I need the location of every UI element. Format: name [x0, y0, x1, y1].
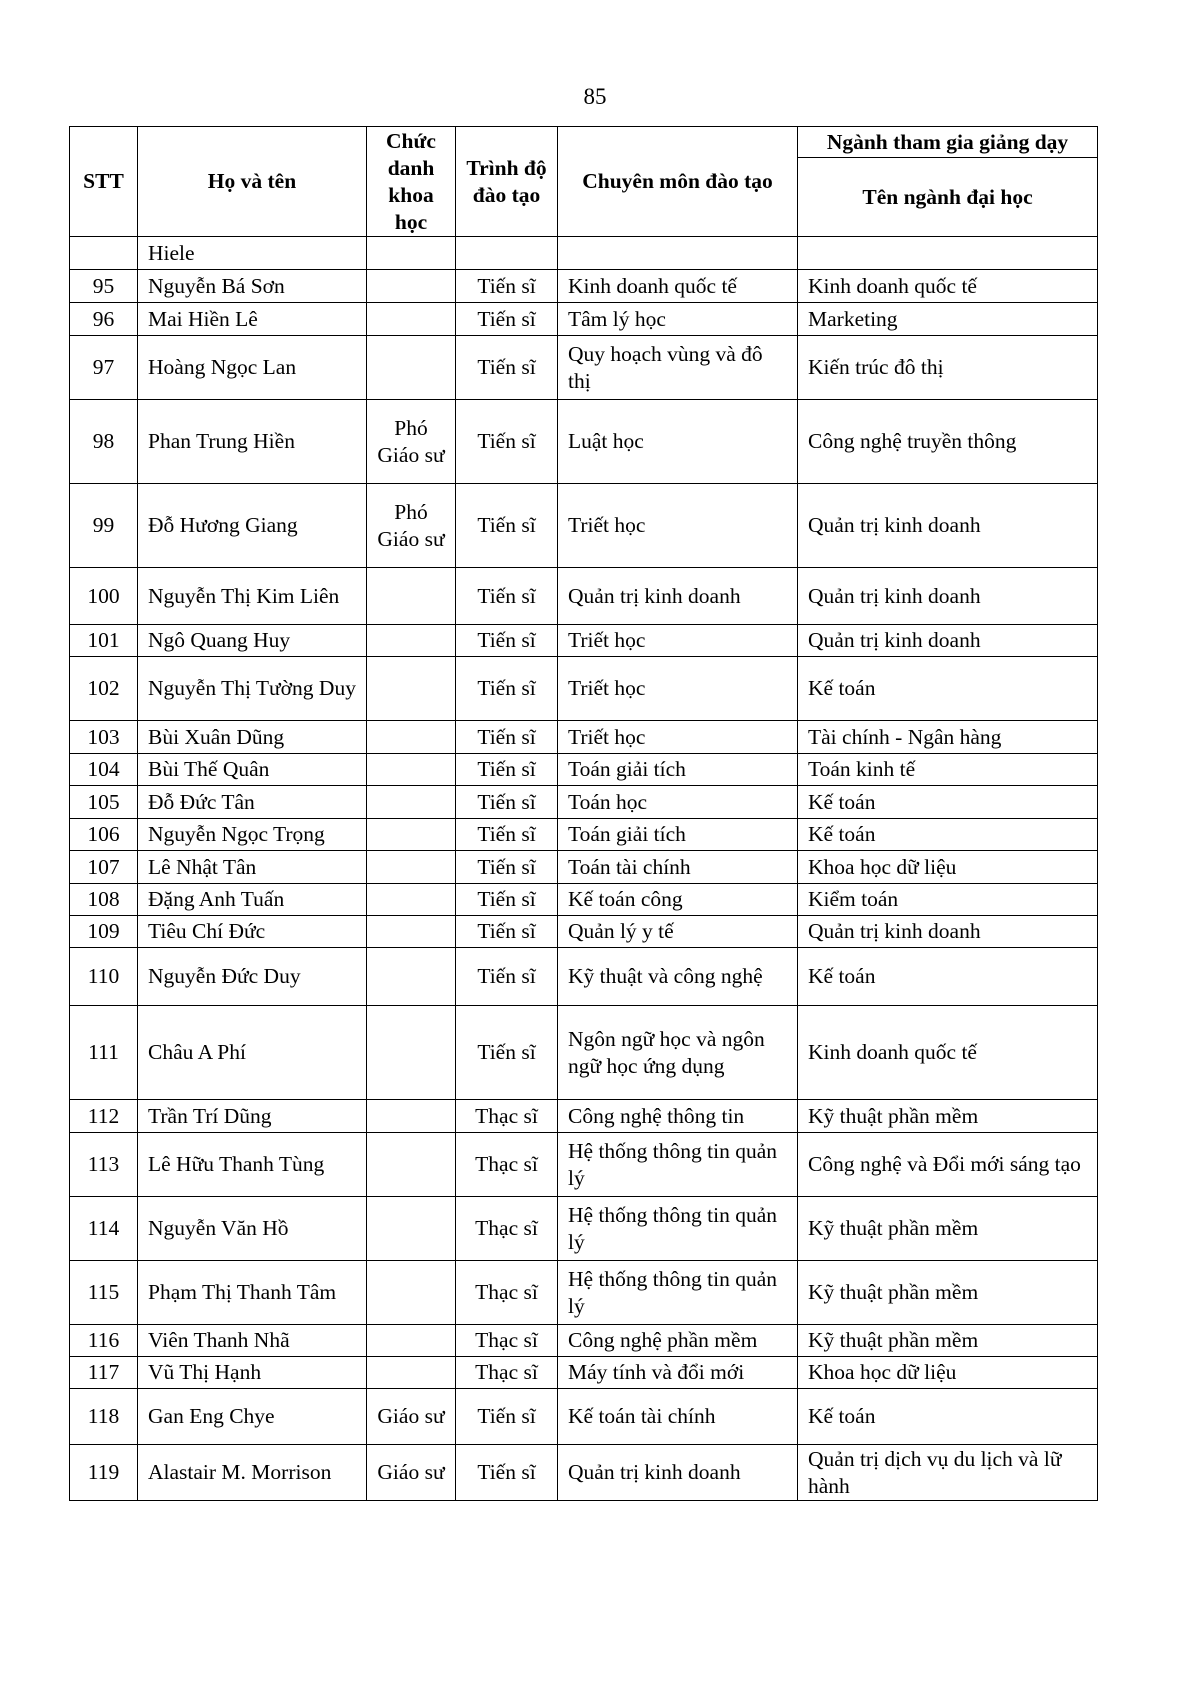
table-row [70, 657, 1098, 721]
cell-name: Phạm Thị Thanh Tâm [138, 1261, 367, 1325]
cell-name: Bùi Xuân Dũng [138, 721, 367, 754]
cell-title [367, 1325, 456, 1357]
cell-stt: 116 [70, 1325, 138, 1357]
cell-title [367, 1261, 456, 1325]
cell-specialty: Công nghệ phần mềm [558, 1325, 798, 1357]
cell-title [367, 948, 456, 1006]
cell-degree: Tiến sĩ [456, 754, 558, 786]
cell-degree: Thạc sĩ [456, 1100, 558, 1133]
cell-major: Kỹ thuật phần mềm [798, 1261, 1098, 1325]
cell-name: Alastair M. Morrison [138, 1445, 367, 1501]
table-row [70, 1100, 1098, 1133]
cell-major: Kinh doanh quốc tế [798, 1006, 1098, 1100]
table-row [70, 948, 1098, 1006]
cell-major: Kỹ thuật phần mềm [798, 1100, 1098, 1133]
cell-degree: Tiến sĩ [456, 721, 558, 754]
cell-degree: Tiến sĩ [456, 1006, 558, 1100]
cell-stt: 100 [70, 568, 138, 625]
table-row [70, 1325, 1098, 1357]
header-stt: STT [70, 127, 138, 237]
cell-name: Nguyễn Ngọc Trọng [138, 819, 367, 851]
cell-major: Kỹ thuật phần mềm [798, 1197, 1098, 1261]
cell-stt: 119 [70, 1445, 138, 1501]
header-title: Chức danh khoa học [367, 127, 456, 237]
table-row [70, 1006, 1098, 1100]
cell-degree: Thạc sĩ [456, 1357, 558, 1389]
cell-title: Giáo sư [367, 1445, 456, 1501]
cell-degree: Tiến sĩ [456, 625, 558, 657]
table-row [70, 1197, 1098, 1261]
table-row [70, 916, 1098, 948]
cell-degree: Tiến sĩ [456, 948, 558, 1006]
cell-major: Marketing [798, 303, 1098, 336]
cell-degree: Thạc sĩ [456, 1261, 558, 1325]
cell-title: Giáo sư [367, 1389, 456, 1445]
table-row [70, 1357, 1098, 1389]
cell-major: Kế toán [798, 948, 1098, 1006]
cell-specialty: Quản lý y tế [558, 916, 798, 948]
cell-stt: 114 [70, 1197, 138, 1261]
cell-major: Kế toán [798, 786, 1098, 819]
cell-degree: Tiến sĩ [456, 568, 558, 625]
cell-title [367, 237, 456, 270]
table-row [70, 754, 1098, 786]
cell-name: Hiele [138, 237, 367, 270]
cell-title [367, 303, 456, 336]
cell-stt: 95 [70, 270, 138, 303]
header-specialty: Chuyên môn đào tạo [558, 127, 798, 237]
cell-major: Kế toán [798, 657, 1098, 721]
cell-title [367, 568, 456, 625]
page-number: 85 [583, 84, 607, 109]
cell-name: Viên Thanh Nhã [138, 1325, 367, 1357]
cell-stt: 105 [70, 786, 138, 819]
cell-stt: 110 [70, 948, 138, 1006]
cell-stt: 107 [70, 851, 138, 884]
cell-major: Công nghệ và Đổi mới sáng tạo [798, 1133, 1098, 1197]
cell-specialty: Triết học [558, 721, 798, 754]
cell-major: Khoa học dữ liệu [798, 851, 1098, 884]
cell-major: Công nghệ truyền thông [798, 400, 1098, 484]
table-row [70, 568, 1098, 625]
cell-title [367, 884, 456, 916]
table-row [70, 851, 1098, 884]
cell-specialty: Công nghệ thông tin [558, 1100, 798, 1133]
cell-major: Quản trị kinh doanh [798, 625, 1098, 657]
cell-title [367, 754, 456, 786]
table-row [70, 721, 1098, 754]
cell-title [367, 1006, 456, 1100]
cell-degree: Tiến sĩ [456, 303, 558, 336]
header-teaching-group: Ngành tham gia giảng dạy [798, 127, 1098, 158]
cell-degree: Thạc sĩ [456, 1325, 558, 1357]
table-row [70, 1445, 1098, 1501]
cell-degree: Tiến sĩ [456, 336, 558, 400]
cell-major: Tài chính - Ngân hàng [798, 721, 1098, 754]
cell-major: Kinh doanh quốc tế [798, 270, 1098, 303]
cell-stt: 117 [70, 1357, 138, 1389]
table-row [70, 1133, 1098, 1197]
cell-name: Phan Trung Hiền [138, 400, 367, 484]
cell-name: Lê Nhật Tân [138, 851, 367, 884]
cell-major: Kỹ thuật phần mềm [798, 1325, 1098, 1357]
cell-title [367, 1197, 456, 1261]
cell-degree: Tiến sĩ [456, 786, 558, 819]
cell-stt: 98 [70, 400, 138, 484]
cell-stt: 113 [70, 1133, 138, 1197]
header-degree: Trình độ đào tạo [456, 127, 558, 237]
cell-stt: 104 [70, 754, 138, 786]
cell-title [367, 270, 456, 303]
cell-specialty: Toán tài chính [558, 851, 798, 884]
cell-name: Nguyễn Bá Sơn [138, 270, 367, 303]
cell-name: Đỗ Đức Tân [138, 786, 367, 819]
cell-major: Quản trị kinh doanh [798, 916, 1098, 948]
table-row [70, 237, 1098, 270]
cell-name: Ngô Quang Huy [138, 625, 367, 657]
cell-degree: Tiến sĩ [456, 1445, 558, 1501]
cell-name: Nguyễn Thị Tường Duy [138, 657, 367, 721]
table-row [70, 484, 1098, 568]
cell-specialty [558, 237, 798, 270]
cell-specialty: Kế toán công [558, 884, 798, 916]
cell-specialty: Triết học [558, 625, 798, 657]
cell-major: Quản trị kinh doanh [798, 568, 1098, 625]
cell-stt: 108 [70, 884, 138, 916]
cell-name: Lê Hữu Thanh Tùng [138, 1133, 367, 1197]
table-row [70, 400, 1098, 484]
cell-specialty: Máy tính và đổi mới [558, 1357, 798, 1389]
cell-name: Châu A Phí [138, 1006, 367, 1100]
cell-title: Phó Giáo sư [367, 400, 456, 484]
table-row [70, 819, 1098, 851]
cell-major: Khoa học dữ liệu [798, 1357, 1098, 1389]
cell-name: Nguyễn Đức Duy [138, 948, 367, 1006]
cell-stt: 101 [70, 625, 138, 657]
cell-major: Quản trị kinh doanh [798, 484, 1098, 568]
cell-name: Mai Hiền Lê [138, 303, 367, 336]
cell-specialty: Quản trị kinh doanh [558, 1445, 798, 1501]
cell-title [367, 336, 456, 400]
table-header [70, 127, 1098, 237]
cell-degree: Tiến sĩ [456, 851, 558, 884]
table-row [70, 884, 1098, 916]
cell-name: Vũ Thị Hạnh [138, 1357, 367, 1389]
cell-name: Bùi Thế Quân [138, 754, 367, 786]
cell-stt: 111 [70, 1006, 138, 1100]
cell-stt: 118 [70, 1389, 138, 1445]
cell-title [367, 916, 456, 948]
cell-major: Toán kinh tế [798, 754, 1098, 786]
cell-specialty: Triết học [558, 657, 798, 721]
cell-stt: 103 [70, 721, 138, 754]
cell-name: Gan Eng Chye [138, 1389, 367, 1445]
header-major: Tên ngành đại học [798, 158, 1098, 237]
cell-degree: Thạc sĩ [456, 1133, 558, 1197]
table-row [70, 303, 1098, 336]
cell-stt: 115 [70, 1261, 138, 1325]
cell-degree: Tiến sĩ [456, 884, 558, 916]
cell-major [798, 237, 1098, 270]
cell-title [367, 721, 456, 754]
cell-stt: 96 [70, 303, 138, 336]
cell-title [367, 819, 456, 851]
cell-stt: 99 [70, 484, 138, 568]
table-row [70, 786, 1098, 819]
cell-name: Nguyễn Văn Hồ [138, 1197, 367, 1261]
cell-major: Kế toán [798, 819, 1098, 851]
cell-title [367, 786, 456, 819]
cell-title [367, 851, 456, 884]
cell-name: Đỗ Hương Giang [138, 484, 367, 568]
cell-degree: Tiến sĩ [456, 1389, 558, 1445]
cell-stt: 102 [70, 657, 138, 721]
cell-specialty: Kế toán tài chính [558, 1389, 798, 1445]
table-row [70, 625, 1098, 657]
table-row [70, 1389, 1098, 1445]
cell-stt: 109 [70, 916, 138, 948]
cell-degree: Thạc sĩ [456, 1197, 558, 1261]
staff-table [69, 126, 1098, 1501]
cell-major: Quản trị dịch vụ du lịch và lữ hành [798, 1445, 1098, 1501]
cell-title [367, 625, 456, 657]
cell-stt: 97 [70, 336, 138, 400]
table-body [70, 237, 1098, 1501]
cell-title [367, 1100, 456, 1133]
cell-specialty: Toán học [558, 786, 798, 819]
cell-stt [70, 237, 138, 270]
cell-stt: 106 [70, 819, 138, 851]
header-name: Họ và tên [138, 127, 367, 237]
cell-specialty: Toán giải tích [558, 819, 798, 851]
cell-stt: 112 [70, 1100, 138, 1133]
cell-specialty: Luật học [558, 400, 798, 484]
cell-specialty: Ngôn ngữ học và ngôn ngữ học ứng dụng [558, 1006, 798, 1100]
cell-specialty: Tâm lý học [558, 303, 798, 336]
cell-title [367, 1133, 456, 1197]
cell-specialty: Quy hoạch vùng và đô thị [558, 336, 798, 400]
cell-degree: Tiến sĩ [456, 484, 558, 568]
cell-specialty: Hệ thống thông tin quản lý [558, 1197, 798, 1261]
cell-degree: Tiến sĩ [456, 657, 558, 721]
cell-major: Kế toán [798, 1389, 1098, 1445]
cell-specialty: Hệ thống thông tin quản lý [558, 1133, 798, 1197]
cell-title [367, 1357, 456, 1389]
cell-major: Kiến trúc đô thị [798, 336, 1098, 400]
cell-specialty: Kỹ thuật và công nghệ [558, 948, 798, 1006]
cell-specialty: Quản trị kinh doanh [558, 568, 798, 625]
cell-specialty: Triết học [558, 484, 798, 568]
cell-name: Trần Trí Dũng [138, 1100, 367, 1133]
table-row [70, 270, 1098, 303]
cell-specialty: Kinh doanh quốc tế [558, 270, 798, 303]
table-row [70, 1261, 1098, 1325]
cell-degree: Tiến sĩ [456, 819, 558, 851]
cell-degree: Tiến sĩ [456, 916, 558, 948]
cell-name: Đặng Anh Tuấn [138, 884, 367, 916]
cell-degree: Tiến sĩ [456, 400, 558, 484]
cell-specialty: Hệ thống thông tin quản lý [558, 1261, 798, 1325]
cell-title [367, 657, 456, 721]
cell-major: Kiểm toán [798, 884, 1098, 916]
cell-name: Nguyễn Thị Kim Liên [138, 568, 367, 625]
cell-specialty: Toán giải tích [558, 754, 798, 786]
cell-degree [456, 237, 558, 270]
cell-name: Tiêu Chí Đức [138, 916, 367, 948]
table-row [70, 336, 1098, 400]
cell-degree: Tiến sĩ [456, 270, 558, 303]
cell-title: Phó Giáo sư [367, 484, 456, 568]
cell-name: Hoàng Ngọc Lan [138, 336, 367, 400]
